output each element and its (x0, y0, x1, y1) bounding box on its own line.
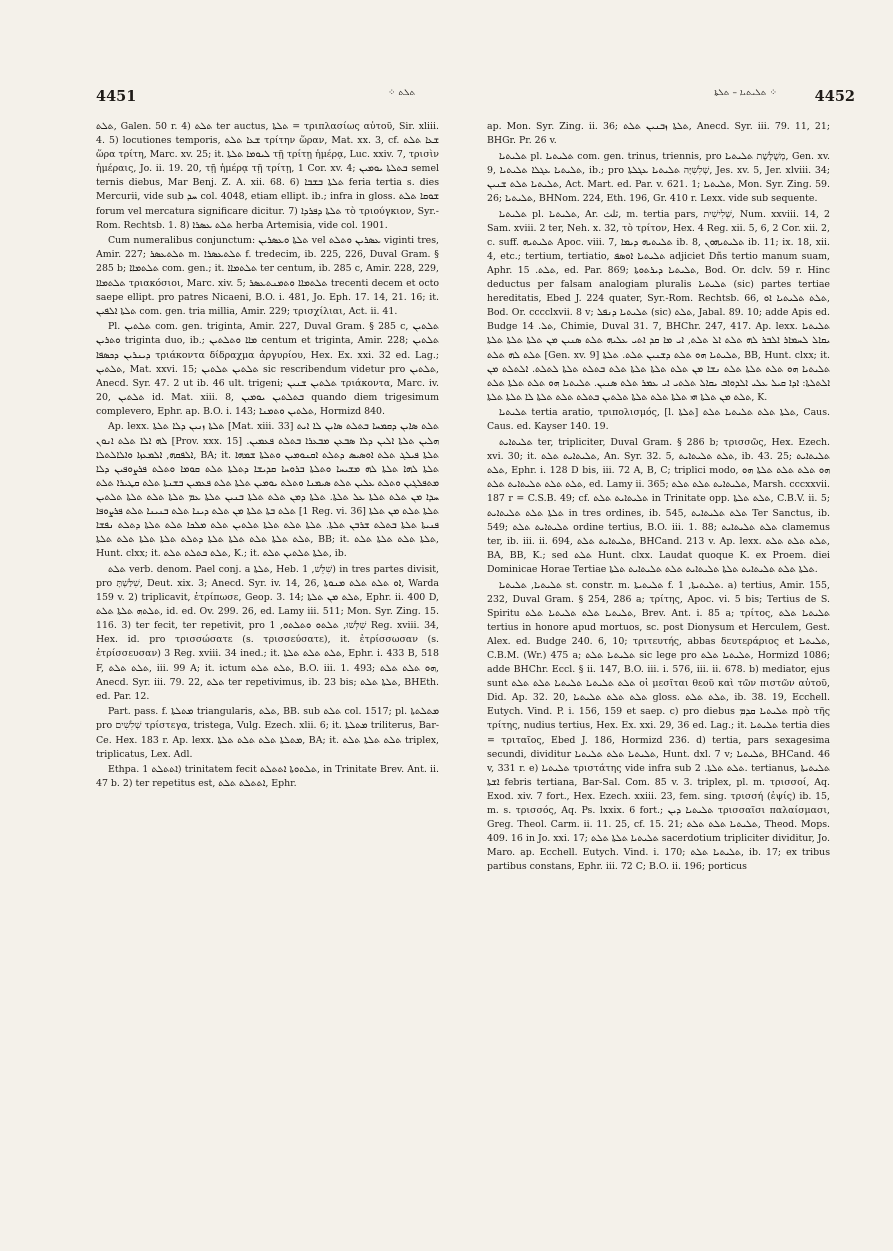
left-column (96, 120, 439, 1220)
entry-paragraph: ܬܠܬ, Galen. 50 r. 4) ܬܠܬ ter auctus, ܬܠܬܐ = τριπλασίως αὐτοῦ, Sir. xliii. 4. 5) locutiones temporis, ܫܥܐ ܬܠܬ τρίτην ὥραν, Mat. xx. 3, cf. ܫܥܐ ܬܠܬ ὥρα τρίτη, Marc. xv. 25; it. ܠܝܘܡܐ ܬܠܬܐ τῇ τρίτῃ ἡμέρᾳ, Luc. xxiv. 7, τρισὶν ἡμέραις, Jo. ii. 19. 20, τῇ ἡμέρᾳ τῇ τρίτῃ, 1 Cor. xv. 4; ܒܬܠܬܐ ܝܘܡܝܢ semel ternis diebus, Mar Benj. Z. A. xii. 68. 6) ܬܠܬܐ ܒܫܒܐ feria tertia s. dies Mercurii, vide sub ܚܕ col. 4048, etiam ellipt. ib.; infra in gloss. ܫܘܩܐ ܬܠܬ forum vel mercatura significare dicitur. 7) ܬܠܬܐ ܕܦܪܕܐ τὸ τριούγκιον, Syr.-Rom. Rechtsb. 1. 8) ܬܠܬ ܥܣܪܐ herba Artemisia, vide col. 1901. (96, 121, 439, 231)
entry-paragraph: ܬܠܬ verb. denom. Pael conj. a ܬܠܬܐ, Heb. שִׁלֵּשׁ, 1) in tres partes divisit, pro שִׁלַּשְׁתָּ, Deut. xix. 3; Anecd. Syr. iv. 14, 26, ܐܘ ܬܠܬ ܬܠܬ ܡܢܘܬܐ, Warda 159 v. 2) triplicavit, ἐτρίπωσε, Geop. 3. 14; ܬܠܬ ܡܢ ܬܠܬܐ, Ephr. ii. 400 D, ܬܠܬܗ ܬܠܬܐ ܬܠܬ, id. ed. Ov. 299. 26, ed. Lamy iii. 511; Mon. Syr. Zing. 15. 116. 3) ter fecit, ter repetivit, pro שִׁלְּשׁוּ, ܬܠܬܘ ܘܬܠܬܘ, 1 Reg. xviii. 34, Hex. id. pro τρισσώσατε (s. τρισσεύσατε), it. ἐτρίσσωσαν (s. ἐτρίσσευσαν) 3 Reg. xviii. 34 ined.; it. ܬܠܬ ܬܠܬ ܬܠܬܐ, Ephr. i. 433 B, 518 F, ܬܠܬ ܬܠܬ, iii. 99 A; it. ictum ܬܠܬ ܬܠܬ, B.O. iii. 1. 493; ܗܘ ܬܠܬ ܬܠܬ, Anecd. Syr. iii. 79. 22, ܬܠܬ ter repetivimus, ib. 23 bis; ܬܠܬܐ ܬܠܬ, BHEth. ed. Par. 12. (96, 563, 439, 702)
entry-paragraph: ܬܠܝܬܝܐ tertia aratio, τριπολισμός, [l. ܬܠܬܐ] ܬܠܬܐ ܬܠܬ ܬܠܝܬܝܐ ܬܠܬ, Caus. Caus. ed. Kayser 140. 19. (487, 407, 830, 433)
entry-paragraph: ap. Mon. Syr. Zing. ii. 36; ܬܠܬܐ ܙܒܢܝܢ ܬܠܬ, Anecd. Syr. iii. 79. 11, 21; BHGr. Pr. 26 v. (487, 121, 830, 147)
entry-paragraph: Ap. lexx. ܬܠܬܐ ܙܢܝܢ ܕܠܐ ܬܠܬܐ [Mat. xiii. 33] ܬܠܬ ܣܐܝܢ ܕܩܡܚܐ ܒܬܠܬ ܣܐܝܢ ܠܐ ܐܝܬ ܠܗ ܐܠܐ ܬܠܬ ܐܢܘܢ [Prov. xxx. 15] ܗܠܝܢ ܬܠܬܐ ܐܠܝܢ ܕܠܐ ܣܒܥܢ ܡܒܥܪܐ ܒܬܠܬ ܦܥܡܝܢ. ܐܠܦܩܗ, ܐܠܡܥܙܐ ܘܐܠܐܠܬܠܐ, BA; it. ܬܠܬܐ ܦܝܠܓ ܬܠܬ ܐܘܣܝܣ ܕܬܠܬ ܐܩܢܘܡܝܢ ܘܬܠܬܐ ܫܡܗܐ ܬܠܬܐ ܠܗܐ ܬܠܬܐ ܠܗ ܡܫܝܚܐ ܘܬܠܬܐ ܒܪܘܚܐ ܩܕܝܫܐ ܕܬܠܬܐ ܬܠܬ ܩܘܡܐ ܘܬܠܬ ܦܪܨܘܦܝܢ ܕܠܐ ܡܬܦܠܓܝܢ ܘܬܠܬ ܥܠܝܢ ܬܠܬ ܣܝܡܢܐ ܘܬܠܬ ܝܘܡܝܢ ܬܠܬܐ ܬܠܬ ܦܥܡܝܢ ܒܫܢܬܐ ܬܠܬ ܩܛܝܪܐ ܬܠܬ ܚܕܐ ܡܢ ܬܠܬ ܬܠܬܐ ܥܠ ܬܠܬܐ. ܬܠܬܐ ܕܡܢ ܬܠܬ ܬܠܬܐ ܒܢܝܢ ܬܠܬܐ ܥܡ ܬܠܬܐ ܬܠܬ ܬܠܬܐ ܬܠܬܝܢ ܬܠܬ ܒܬܐ ܬܠܬܐ ܡܢ ܬܠܬ ܕܝܢܐ ܬܠܬ ܒܢܝܢܐ ܬܠܬ ܦܪܨܘܦܐ [1 Reg. vi. 36] ܬܠܬܐ ܬܠܬ ܡܢ ܬܠܬܐ ܦܢܝܬܐ ܬܠܬܐ ܒܬܠܬ ܫܪܒܢ ܬܠܬܐ. ܬܠܬܐ ܬܠܬ ܬܠܬܐ ܬܠܬܝܢ ܬܠܬ ܡܠܟܐ ܬܠܬ ܬܠܬܐ ܕܬܠܬ ܢܦܫܐ ܬܠܬ ܬܠܬܐ ܬܠܬ ܬܠܬܐ ܬܠܬܐ ܕܬܠܬ ܬܠܬܐ ܬܠܬܐ ܬܠܬ ܬܠܬܐ, BB; it. ܬܠܬܐ ܬܠܬ ܬܠܬܐ ܬܠܬ, Hunt. clxx; it. ܬܠܬ ܒܬܠܬ ܬܠܬ, K.; it. ܬܠܬܐ ܬܠܬܝܢ ܬܠܬ, ib. (96, 421, 439, 560)
page-number-left: 4451 (96, 88, 137, 105)
entry-paragraph: Cum numeralibus conjunctum: ܬܠܬܐ ܘܥܣܪܝܢ vel ܥܣܪܝܢ ܘܬܠܬ viginti tres, Amir. 227; ܬܠܬܥܣܪ m. ܬܠܬܥܣܪܐ f. tredecim, ib. 225, 226, Duval Gram. § 285 b; ܬܠܬܡܐܐ com. gen.; it. ܬܠܬܡܐܐ ter centum, ib. 285 c, Amir. 228, 229, ܬܠܬܡܐܐ τριακόσιοι, Marc. xiv. 5; ܬܠܬܡܐܐ ܘܬܡܢܬܥܣܪ trecenti decem et octo saepe ellipt. pro patres Nicaeni, B.O. i. 481, Jo. Eph. 17. 14, 21. 16; it. ܬܠܬܐ ܐܠܦܝܢ com. gen. tria millia, Amir. 229; τρισχίλιαι, Act. ii. 41. (96, 235, 439, 317)
right-column (487, 120, 830, 1220)
running-header (96, 88, 855, 108)
entry-paragraph: ܬܠܝܬܝܐ pl. ܬܠܝܬܝܐ, Ar. ثلث, m. tertia pars, שְׁלִישִׁית, Num. xxviii. 14, 2 Sam. xviii. 2 ter, Neh. x. 32, τὸ τρίτον, Hex. 4 Reg. xii. 5, 6, 2 Cor. xii. 2, c. suff. ܬܠܝܬܝܗ Apoc. viii. 7, ܬܠܝܬܝܗ ܕܝܡܐ ib. 8, ܬܠܝܬܝܗܘܢ ib. 11; ix. 18, xii. 4, etc.; tertium, tertiatio, ܬܠܝܬܝܐ ܐܘܣܦ adjiciet Dñs tertio manum suam, Aphr. ܬܠܬ. 15, ed. Par. 869; ܬܠܝܬܝܐ ܕܝܪܬܘܬܐ, Bod. Or. dclv. 59 r. Hinc deductus per falsam analogiam pluralis ܬܠܝܬܝܐ (sic) partes tertiae hereditatis, Ebed J. 224 quater, Syr.-Rom. Rechtsb. 66, ܬܠܬ ܬܠܝܬܝܐ ܐܘ, Bod. Or. cccclxvii. 8 v; ܬܠܝܬܝܐ ܕܢܦܠ (sic) ܬܠܬ, Jabal. 89. 10; adde Apis ed. Budge ܬܠ. 14, Chimie, Duval 31. 7, BHChr. 247, 417. Ap. lexx. ܬܠܝܬܝܐ ܝܩܐܠ ܠܚܡܐܪ ܐܠܒܪ ܠܗ ܬܠܬ ܐܠ ܬܠܬ, ܐܝ ܡܐ ܩܕ ܐܬܝ ܥܠܝܗ ܬܠܬ ܣܢܝܢ ܡܢ ܬܠܬܐ ܬܠܬܐ ܬܠܬܐ ܬܠܬ ܠܗ ܬܠܬ [Gen. xv. 9] ܬܠܝܬܝܐ ܗܘ ܬܠܬ ܕܫܢܝܢ ܬܠܬ. ܬܠܬܐ, BB, Hunt. clxx; it. ܬܠܝܬܝܐ ܗܘ ܬܠܬ ܬܠܬܐ ܬܠܬ ܢܫܐ ܡܢ ܬܠܬ ܬܠܬܐ ܬܠܬܐ ܬܠܬ ܒܬܠܬ ܬܠܬܐ ܠܬܠܬ. ܐܠܬܠܬ ܡܢ ܐܠܬܠܬܐ: ܐܕܐ ܩܝܠ ܥܠܝ ܐܠܕܘܐܒ ܝܩܐܠ ܬܠܬܝ ܐܝ ܥܡܪ ܬܠܬ ܣܢܝܢ. ܬܠܝܬܝܐ ܗܘ ܬܠܬ ܬܠܬܐ ܬܠܬ ܬܠܬ ܡܢ ܬܠܬܐ ܗܝ ܬܠܬܐ ܬܠܬ ܬܠܬܐ ܬܠܬܝܢ ܒܬܠܬ ܬܠܬ ܬܠܬܐ ܠܐ ܬܠܬܐ ܬܠܬܐ, K. (487, 208, 830, 403)
entry-paragraph: ܬܠܝܬܐܝܬ ter, tripliciter, Duval Gram. § 286 b; τρισσῶς, Hex. Ezech. xvi. 30; it. ܬܠܝܬܐܝܬ ܬܠܬ, An. Syr. 32. 5, ܬܠܬ ܬܠܝܬܐܝܬ, ib. 43. 25; ܬܠܝܬܐܝܬ ܬܠܬ, Ephr. i. 128 D bis, iii. 72 A, B, C; triplici modo, ܗܘ ܬܠܬ ܬܠܬ ܬܠܬܐ ܗܘ ܬܠܬ ܬܠܬ ܬܠܝܬܐܝܬ ܬܠܬ, ed. Lamy ii. 365; ܬܠܝܬܐܝܬ ܬܠܬ ܬܠܬ, Marsh. cccxxvii. 187 r = C.S.B. 49; cf. ܬܠܝܬܐܝܬ ܬܠܬ in Trinitate opp. ܬܠܬ ܬܠܬܐ, C.B.V. ii. 5; ܬܠܬܐ ܬܠܬ ܬܠܝܬܐܝܬ in tres ordines, ib. 545, ܬܠܬ ܬܠܝܬܐܝܬ Ter Sanctus, ib. 549; ܬܠܝܬܐܝܬ ܬܠܬ ordine tertius, B.O. iii. 1. 88; ܬܠܬ ܬܠܝܬܐܝܬ clamemus ter, ib. iii. ii. 694, ܬܠܝܬܐܝܬ ܬܠܬ, BHCand. 213 v. Ap. lexx. ܬܠܬ ܬܠܬ ܬܠܬ, BA, BB, K.; sed ܬܠܬ Hunt. clxx. Laudat quoque K. ex Proem. diei Dominicae Horae Tertiae ܬܠܬܐ ܬܠܬ ܬܠܝܬܐܝܬ ܬܠܬܐ ܬܠܝܬܐܝܬ ܬܠܬ ܬܠܝܬܐܝܬ ܬܠܬܐ. (487, 437, 830, 575)
page-number-right: 4452 (814, 88, 855, 105)
heading-right: ⁘ ܬܠܝܬܝܐ – ܬܠܬܐ (714, 88, 777, 98)
heading-center: ܬܠܬ ⁘ (388, 88, 416, 98)
entry-paragraph: ܬܠܝܬܝܐ pl. ܬܠܝܬܝܐ com. gen. trinus, triennis, pro מְשֻׁלֶּשֶׁת ܬܠܝܬܝܐ, Gen. xv. 9, ܬܠܝܬܝܐ ܥܓܠܐ ܬܠܝܬܝܐ, ib.; pro שְׁלִשִׁיָּה ܬܠܝܬܝܐ ܥܓܠܬܐ, Jes. xv. 5, Jer. xlviii. 34; ܬܠܝܬܝܐ ܬܠܬ ܫܢܝܢ, Act. Mart. ed. Par. v. 621. 1; ܬܠܝܬܝܐ, Mon. Syr. Zing. 59. 26; ܬܠܝܬܝܐ, BHNom. 224, Eth. 196, Gr. 410 r. Lexx. vide sub sequente. (487, 150, 830, 204)
entry-paragraph: Pl. ܬܠܬܝܢ com. gen. triginta, Amir. 227, Duval Gram. § 285 c, ܬܠܬܝܢ ܘܬܪܝܢ triginta duo, ib.; ܡܐܐ ܘܬܠܬܝܢ centum et triginta, Amir. 228; ܬܠܬܝܢ ܕܝܢܪܝܢ ܕܟܣܦܐ τριάκοντα δίδραχμα ἀργυρίου, Hex. Ex. xxi. 32 ed. Lag.; ܬܠܬܝܢ, Mat. xxvi. 15; ܬܠܬܝܢ ܬܠܬܝܢ sic rescribendum videtur pro ܬܠܬܝܢ, Anecd. Syr. 47. 2 ut ib. 46 ult. trigeni; ܬܠܬܝܢ ܫܢܝܢ τριάκοντα, Marc. iv. 20, ܬܠܬܝܢ id. Mat. xiii. 8, ܒܬܠܬܝܢ ܝܘܡܝܢ quando diem trigesimum complevero, Ephr. ap. B.O. i. 143; ܬܠܬܝܢ ܘܬܡܢܐ, Hormizd 840. (96, 321, 439, 417)
entry-paragraph: ܬܠܝܬܝܐ, ܬܠܝܬܝܐ st. constr. m. ܬܠܝܬܝܬܐ f. ܬܠܝܬܝܬܐ, 1. a) tertius, Amir. 155, 232, Duval Gram. § 254, 286 a; τρίτης, Apoc. vi. 5 bis; Tertius de S. Spiritu ܬܠܝܬܝܐ ܬܠܬ ܬܠܝܬܝܐ ܬܠܬ, Brev. Ant. i. 85 a; τρίτος, ܬܠܝܬܝܐ ܬܠܬ tertius in honore apud mortuos, sc. post Dionysum et Herculem, Gest. Alex. ed. Budge 240. 6, 10; τριτευτής, abbas δευτεράριος et ܬܠܝܬܝܐ, C.B.M. (Wr.) 475 a; ܬܠܝܬܝܐ ܬܠܬ sic lege pro ܬܠܝܬܝܐ ܬܠܬ, Hormizd 1086; adde BHChr. Eccl. § ii. 147, B.O. iii. i. 576, iii. ii. 678. b) mediator, ejus sunt ܬܠܬ ܬܠܝܬܝܐ ܬܠܝܬܝܐ ܬܠܬ ܬܠܬ οἱ μεσῖται θεοῦ καὶ τῶν πιστῶν αὐτοῦ, Did. Ap. 32. 20, ܬܠܬ ܬܠܬ ܬܠܝܬܝܐ gloss. ܬܠܬ ܬܠܬ, ib. 38. 19, Ecchell. Eutych. Vind. P. i. 156, 159 et saep. c) pro diebus ܬܠܝܬܝܐ ܩܕܡ πρὸ τῆς τρίτης, nudius tertius, Hex. Ex. xxi. 29, 36 ed. Lag.; it. ܬܠܝܬܝܐ tertia dies = τριταῖος, Ebed J. 186, Hormizd 236. d) tertia, pars sexagesima secundi, dividitur ܬܠܝܬܝܐ ܬܠܬ ܬܠܝܬܝܐ, Hunt. dxl. 7 v; ܬܠܝܬܝܐ, BHCand. 46 v, 331 r. e) ܬܠܝܬܝܐ τριστάτης vide infra sub ܬܠܬ ܬܠܬܐ. 2. tertianus, ܬܠܝܬܝܬܐ ܐܫܬܐ febris tertiana, Bar-Sal. Com. 85 v. 3. triplex, pl. m. τρισσοί, Aq. Exod. xiv. 7 fort., Hex. Ezech. xxiii. 23, fem. sing. τρισσή (ἐψίς) ib. 15, m. s. τρισσός, Aq. Ps. lxxix. 6 fort.; ܬܠܝܬܝܐ ܕܝܢ τρισσαῖσι παλαίσμασι, Greg. Theol. Carm. ii. 11. 25, cf. 15. 21; ܬܠܝܬܝܐ ܬܠܬ ܬܠܬ, Theod. Mops. 409. 16 in Jo. xxi. 17; ܬܠܝܬܝܐ ܬܠܬܐ ܬܠܬ sacerdotium tripliciter dividitur, Jo. Maro. ap. Ecchell. Eutych. Vind. i. 170; ܬܠܝܬܝܐ ܬܠܬ, ib. 17; ex tribus partibus constans, Ephr. iii. 72 C; B.O. ii. 196; porticus (487, 579, 830, 873)
entry-paragraph: Ethpa. ܐܬܬܠܬ 1) trinitatem fecit ܬܠܬܘܬܐ ܐܬܬܠܬ, in Trinitate Brev. Ant. ii. 47 b. 2) ter repetitus est, ܐܬܬܠܬ ܬܠܬ, Ephr. (96, 764, 439, 790)
entry-paragraph: Part. pass. f. ܡܬܠܬܐ triangularis, ܬܠܬ, BB. sub ܬܠܬ col. 1517; pl. ܡܬܠܬܬܐ pro שְׁלִשִׁים τρίστεγα, tristega, Vulg. Ezech. xlii. 6; it. ܡܬܠܬܐ triliterus, Bar-Ce. Hex. 183 r. Ap. lexx. ܡܬܠܬܐ ܬܠܬ ܬܠܬ ܬܠܬܐ, BA; it. ܬܠܬ ܬܠܬܐ ܬܠܬ triplex, triplicatus, Lex. Adl. (96, 706, 439, 760)
